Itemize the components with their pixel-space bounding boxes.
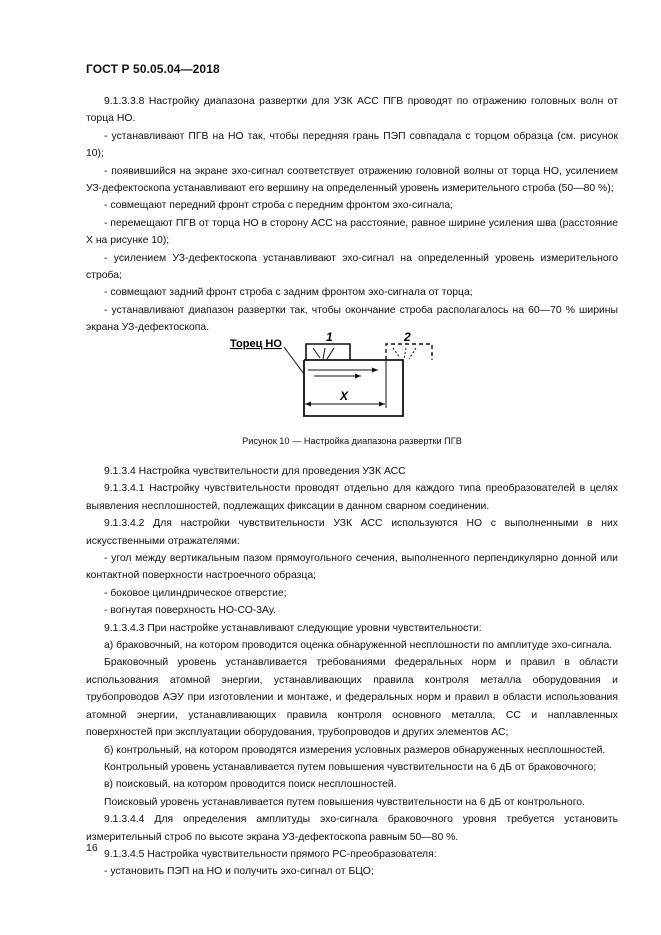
section-9-1-3-3-8 <box>86 93 618 337</box>
page-number: 16 <box>86 842 98 854</box>
list-item: - угол между вертикальным пазом прямоугольного сечения, выполненного перпендикулярно донной или контактной поверхности настроечного образца; <box>86 553 618 582</box>
paragraph: 9.1.3.4 Настройка чувствительности для проведения УЗК АСС <box>104 466 406 477</box>
paragraph: 9.1.3.4.2 Для настройки чувствительности УЗК АСС используются НО с выполненными в них искусственными отражателями: <box>86 518 618 547</box>
list-item: а) браковочный, на котором проводится оценка обнаруженной несплошности по амплитуде эхо-сигнала. <box>104 640 613 652</box>
list-item: - появившийся на экране эхо-сигнал соответствует отражению головной волны от торца НО, усилением УЗ-дефектоскопа устанавливают его вершину на определенный уровень измерительного строба (50—80 %); <box>86 165 618 195</box>
document-header: ГОСТ Р 50.05.04—2018 <box>86 62 220 76</box>
figure-caption: Рисунок 10 — Настройка диапазона развертки ПГВ <box>242 436 462 446</box>
paragraph: 9.1.3.4.5 Настройка чувствительности прямого РС-преобразователя: <box>104 848 437 860</box>
list-item: - усилением УЗ-дефектоскопа устанавливают эхо-сигнал на определенный уровень измерительного строба; <box>86 252 618 282</box>
probe-2 <box>386 344 432 360</box>
paragraph: 9.1.3.4.3 При настройке устанавливают следующие уровни чувствительности: <box>104 622 482 634</box>
section-9-1-3-4 <box>86 463 618 881</box>
paragraph: Поисковый уровень устанавливается путем повышения чувствительности на 6 дБ от контрольного. <box>104 796 585 808</box>
paragraph: Контрольный уровень устанавливается путем повышения чувствительности на 6 дБ от браковочного; <box>104 761 597 773</box>
list-item: - устанавливают ПГВ на НО так, чтобы передняя грань ПЭП совпадала с торцом образца (см. рисунок 10); <box>86 130 618 160</box>
probe-1-label: 1 <box>326 330 333 344</box>
paragraph: 9.1.3.4.4 Для определения амплитуды эхо-сигнала браковочного уровня требуется установить измерительный строб по высоте экрана УЗ-дефектоскопа равным 50—80 %. <box>86 814 618 843</box>
list-item: - установить ПЭП на НО и получить эхо-сигнал от БЦО; <box>104 866 374 878</box>
list-item: - боковое цилиндрическое отверстие; <box>104 587 287 599</box>
list-item: - совмещают передний фронт строба с передним фронтом эхо-сигнала; <box>104 200 453 212</box>
paragraph: 9.1.3.4.1 Настройку чувствительности проводят отдельно для каждого типа преобразователей в целях выявления несплошностей, подлежащих фиксации в данном сварном соединении. <box>86 483 618 512</box>
list-item: в) поисковый, на котором проводится поиск несплошностей. <box>104 779 397 791</box>
list-item: б) контрольный, на котором проводятся измерения условных размеров обнаруженных несплошностей. <box>104 744 606 756</box>
paragraph: 9.1.3.3.8 Настройку диапазона развертки для УЗК АСС ПГВ проводят по отражению головных волн от торца НО. <box>86 96 618 125</box>
paragraph: Браковочный уровень устанавливается требованиями федеральных норм и правил в области использования атомной энергии, устанавливающих правила контроля металла оборудования и трубопроводов АЭУ при изготовлении и монтаже, и федеральных норм и правил в области использования атомной энергии, устанавливающих правила контроля основного металла, СС и наплавленных поверхностей при эксплуатации оборудования, трубопроводов и других элементов АС; <box>86 657 618 739</box>
figure-10-diagram <box>228 330 438 422</box>
list-item: - совмещают задний фронт строба с задним фронтом эхо-сигнала от торца; <box>104 287 473 299</box>
list-item: - перемещают ПГВ от торца НО в сторону АСС на расстояние, равное ширине усиления шва (расстояние X на рисунке 10); <box>86 217 618 247</box>
end-face-leader-line <box>284 347 304 374</box>
end-face-label: Торец НО <box>230 338 282 350</box>
calibration-block <box>304 360 403 416</box>
probe-2-label: 2 <box>404 330 411 344</box>
distance-x-label: X <box>340 389 349 403</box>
list-item: - устанавливают диапазон развертки так, чтобы окончание строба располагалось на 60—70 % ширины экрана УЗ-дефектоскопа. <box>86 304 618 334</box>
list-item: - вогнутая поверхность НО-СО-3Ау. <box>104 605 276 617</box>
